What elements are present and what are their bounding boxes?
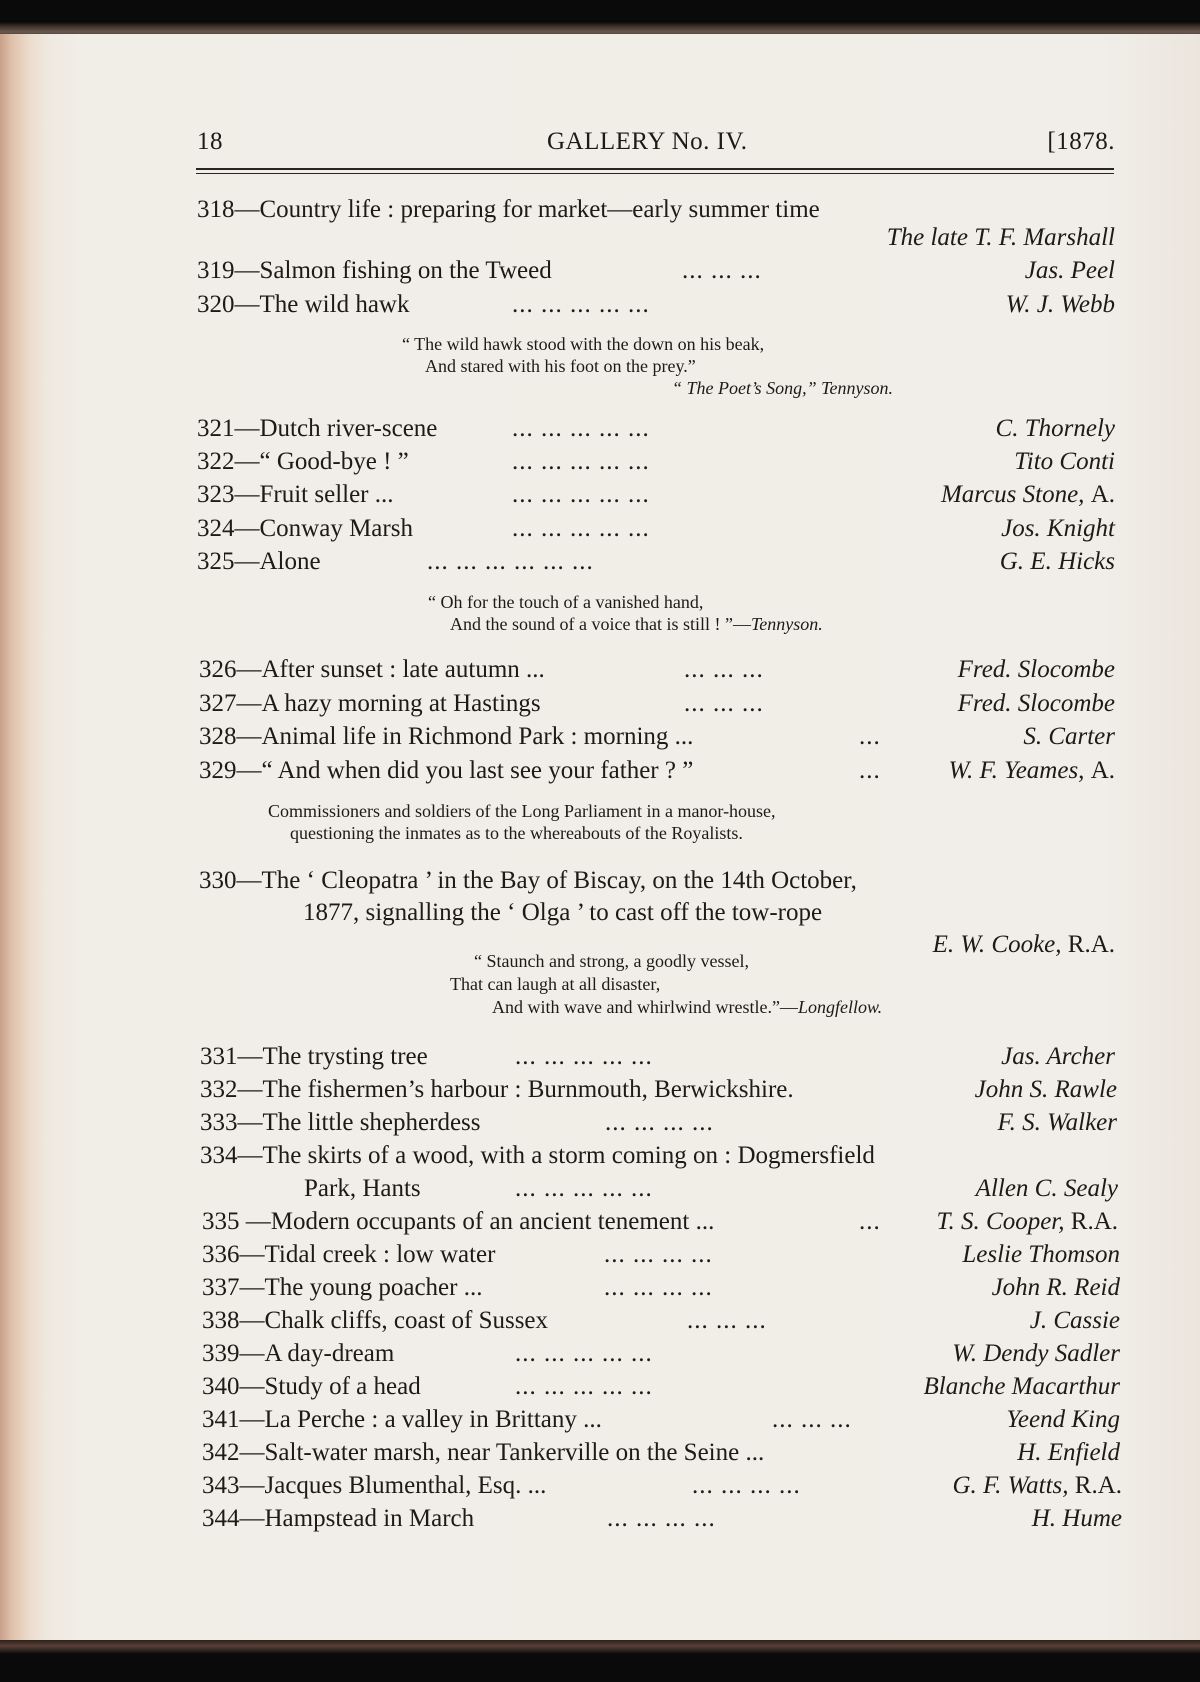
epigraph-source-text: “ The Poet’s Song,” Tennyson. xyxy=(672,378,894,398)
entry-title: 342—Salt-water marsh, near Tankerville on the Seine ... xyxy=(202,1439,765,1466)
entry-leader: ... ... ... ... xyxy=(604,1274,713,1301)
epigraph-author: Tennyson. xyxy=(750,614,823,634)
entry-leader: ... ... ... ... ... xyxy=(515,1043,653,1070)
entry-leader: ... ... ... ... ... xyxy=(515,1373,653,1400)
entry-331 xyxy=(200,1042,1115,1072)
entry-leader: ... ... ... xyxy=(682,257,762,284)
entry-leader: ... ... ... ... xyxy=(605,1109,714,1136)
epigraph-line-with-author xyxy=(492,996,882,1018)
entry-artist: H. Enfield xyxy=(1017,1439,1120,1466)
entry-title: 327—A hazy morning at Hastings xyxy=(199,690,541,717)
entry-328 xyxy=(199,722,1115,752)
epigraph-source xyxy=(672,377,893,399)
entry-title: 329—“ And when did you last see your father ? ” xyxy=(199,757,694,784)
entry-artist xyxy=(933,930,1115,960)
entry-324 xyxy=(197,514,1115,544)
epigraph-text: And the sound of a voice that is still ! ”— xyxy=(450,614,751,634)
epigraph-line: That can laugh at all disaster, xyxy=(450,974,661,994)
section-title: GALLERY No. IV. xyxy=(547,128,748,155)
running-header xyxy=(197,128,1115,164)
entry-artist: Fred. Slocombe xyxy=(957,690,1115,717)
artist-suffix: R.A. xyxy=(1074,1472,1122,1499)
epigraph-line-with-author xyxy=(450,613,823,635)
entry-title: 343—Jacques Blumenthal, Esq. ... xyxy=(202,1472,547,1499)
entry-318 xyxy=(197,195,1115,255)
entry-leader: ... ... ... ... xyxy=(692,1472,801,1499)
entry-leader: ... ... ... ... ... xyxy=(512,515,650,542)
entry-title: 328—Animal life in Richmond Park : morning ... xyxy=(199,723,694,750)
entry-325 xyxy=(197,547,1115,577)
entry-title: 338—Chalk cliffs, coast of Sussex xyxy=(202,1307,549,1334)
entry-artist: F. S. Walker xyxy=(997,1109,1117,1136)
entry-artist xyxy=(949,756,1115,786)
entry-leader: ... ... ... ... ... xyxy=(515,1175,653,1202)
entry-340 xyxy=(202,1372,1120,1402)
entry-title: 330—The ‘ Cleopatra ’ in the Bay of Biscay, on the 14th October, xyxy=(199,867,857,894)
epigraph-author: Longfellow. xyxy=(797,997,883,1017)
entry-artist: John S. Rawle xyxy=(974,1076,1117,1103)
entry-artist: C. Thornely xyxy=(995,415,1115,442)
entry-artist: Jos. Knight xyxy=(1001,515,1115,542)
entry-leader: ... ... ... ... ... xyxy=(512,448,650,475)
entry-title: 325—Alone xyxy=(197,548,321,575)
entry-description: Commissioners and soldiers of the Long Parliament in a manor-house, xyxy=(268,801,776,821)
entry-artist: Tito Conti xyxy=(1014,448,1115,475)
epigraph-line: “ Staunch and strong, a goodly vessel, xyxy=(474,951,749,971)
entry-336 xyxy=(202,1240,1120,1270)
artist-suffix: R.A. xyxy=(1070,1208,1118,1235)
entry-334 xyxy=(200,1141,1118,1205)
artist-name: G. F. Watts, xyxy=(952,1472,1069,1499)
entry-leader: ... xyxy=(859,723,881,750)
artist-name: E. W. Cooke, xyxy=(932,931,1062,958)
artist-name: W. F. Yeames, xyxy=(948,757,1085,784)
entry-artist: H. Hume xyxy=(1031,1505,1122,1532)
entry-title: 318—Country life : preparing for market—early summer time xyxy=(197,196,820,223)
entry-339 xyxy=(202,1339,1120,1369)
artist-suffix: R.A. xyxy=(1067,931,1115,958)
entry-leader: ... ... ... xyxy=(684,690,764,717)
entry-artist xyxy=(936,1207,1118,1237)
artist-name: Marcus Stone, xyxy=(940,481,1085,508)
header-rule xyxy=(196,168,1114,170)
page-number: 18 xyxy=(197,128,223,155)
entry-leader: ... ... ... ... ... ... xyxy=(427,548,594,575)
entry-title: 320—The wild hawk xyxy=(197,291,410,318)
entry-leader: ... ... ... xyxy=(687,1307,767,1334)
epigraph-text: And with wave and whirlwind wrestle.”— xyxy=(492,997,798,1017)
entry-title: 324—Conway Marsh xyxy=(197,515,413,542)
entry-title: 333—The little shepherdess xyxy=(200,1109,481,1136)
entry-329 xyxy=(199,756,1115,786)
entry-title: 335 —Modern occupants of an ancient tenement ... xyxy=(202,1208,715,1235)
entry-artist: John R. Reid xyxy=(991,1274,1120,1301)
entry-326 xyxy=(199,655,1115,685)
epigraph-line: And stared with his foot on the prey.” xyxy=(425,356,696,376)
entry-343 xyxy=(202,1471,1122,1501)
entry-337 xyxy=(202,1273,1120,1303)
entry-leader: ... ... ... ... ... xyxy=(512,291,650,318)
entry-title: 332—The fishermen’s harbour : Burnmouth, Berwickshire. xyxy=(200,1076,794,1103)
entry-artist: S. Carter xyxy=(1023,723,1115,750)
entry-leader: ... ... ... xyxy=(772,1406,852,1433)
entry-321 xyxy=(197,414,1115,444)
artist-suffix: A. xyxy=(1090,757,1115,784)
entry-title: 339—A day-dream xyxy=(202,1340,395,1367)
entry-title: 344—Hampstead in March xyxy=(202,1505,475,1532)
entry-artist: W. J. Webb xyxy=(1005,291,1115,318)
entry-title: 340—Study of a head xyxy=(202,1373,421,1400)
entry-leader: ... ... ... ... ... xyxy=(512,415,650,442)
entry-title: 321—Dutch river-scene xyxy=(197,415,438,442)
entry-320 xyxy=(197,290,1115,320)
entry-leader: ... xyxy=(859,757,881,784)
entry-title: 331—The trysting tree xyxy=(200,1043,428,1070)
entry-338 xyxy=(202,1306,1120,1336)
entry-leader: ... ... ... ... xyxy=(607,1505,716,1532)
epigraph-line: “ Oh for the touch of a vanished hand, xyxy=(428,592,704,612)
entry-artist: Allen C. Sealy xyxy=(975,1175,1118,1202)
entry-327 xyxy=(199,689,1115,719)
entry-artist: W. Dendy Sadler xyxy=(952,1340,1120,1367)
entry-323 xyxy=(197,480,1115,510)
entry-artist xyxy=(941,480,1115,510)
entry-artist: Jas. Archer xyxy=(1001,1043,1115,1070)
artist-name: T. S. Cooper, xyxy=(936,1208,1065,1235)
entry-344 xyxy=(202,1504,1122,1534)
entry-artist: J. Cassie xyxy=(1029,1307,1120,1334)
entry-artist: Blanche Macarthur xyxy=(923,1373,1120,1400)
entry-leader: ... ... ... ... ... xyxy=(512,481,650,508)
entry-title: 323—Fruit seller ... xyxy=(197,481,394,508)
entry-leader: ... ... ... ... xyxy=(604,1241,713,1268)
entry-description: questioning the inmates as to the whereabouts of the Royalists. xyxy=(290,823,743,843)
entry-title: 319—Salmon fishing on the Tweed xyxy=(197,257,552,284)
header-rule-thin xyxy=(196,173,1114,174)
entry-artist: G. E. Hicks xyxy=(999,548,1115,575)
entry-artist: Jas. Peel xyxy=(1024,257,1115,284)
entry-322 xyxy=(197,447,1115,477)
epigraph-line: “ The wild hawk stood with the down on his beak, xyxy=(402,334,765,354)
entry-330 xyxy=(199,866,1115,962)
artist-suffix: A. xyxy=(1090,481,1115,508)
entry-title: 337—The young poacher ... xyxy=(202,1274,483,1301)
entry-title: 336—Tidal creek : low water xyxy=(202,1241,496,1268)
entry-leader: ... xyxy=(859,1208,881,1235)
entry-335 xyxy=(202,1207,1118,1237)
entry-artist: Yeend King xyxy=(1006,1406,1120,1433)
entry-title: 341—La Perche : a valley in Brittany ... xyxy=(202,1406,602,1433)
entry-leader: ... ... ... xyxy=(684,656,764,683)
entry-333 xyxy=(200,1108,1117,1138)
entry-artist: Leslie Thomson xyxy=(962,1241,1120,1268)
entry-title: 334—The skirts of a wood, with a storm coming on : Dogmersfield xyxy=(200,1142,875,1169)
entry-artist: Fred. Slocombe xyxy=(957,656,1115,683)
entry-341 xyxy=(202,1405,1120,1435)
entry-title-continued: Park, Hants xyxy=(304,1175,421,1202)
entry-319 xyxy=(197,256,1115,286)
entry-title: 326—After sunset : late autumn ... xyxy=(199,656,545,683)
entry-342 xyxy=(202,1438,1120,1468)
year-label: [1878. xyxy=(1047,128,1115,155)
entry-title-continued: 1877, signalling the ‘ Olga ’ to cast off the tow-rope xyxy=(303,899,823,926)
entry-artist xyxy=(953,1471,1123,1501)
entry-leader: ... ... ... ... ... xyxy=(515,1340,653,1367)
entry-artist: The late T. F. Marshall xyxy=(886,224,1115,251)
entry-332 xyxy=(200,1075,1117,1105)
book-bottom-edge xyxy=(0,1640,1200,1682)
entry-title: 322—“ Good-bye ! ” xyxy=(197,448,409,475)
